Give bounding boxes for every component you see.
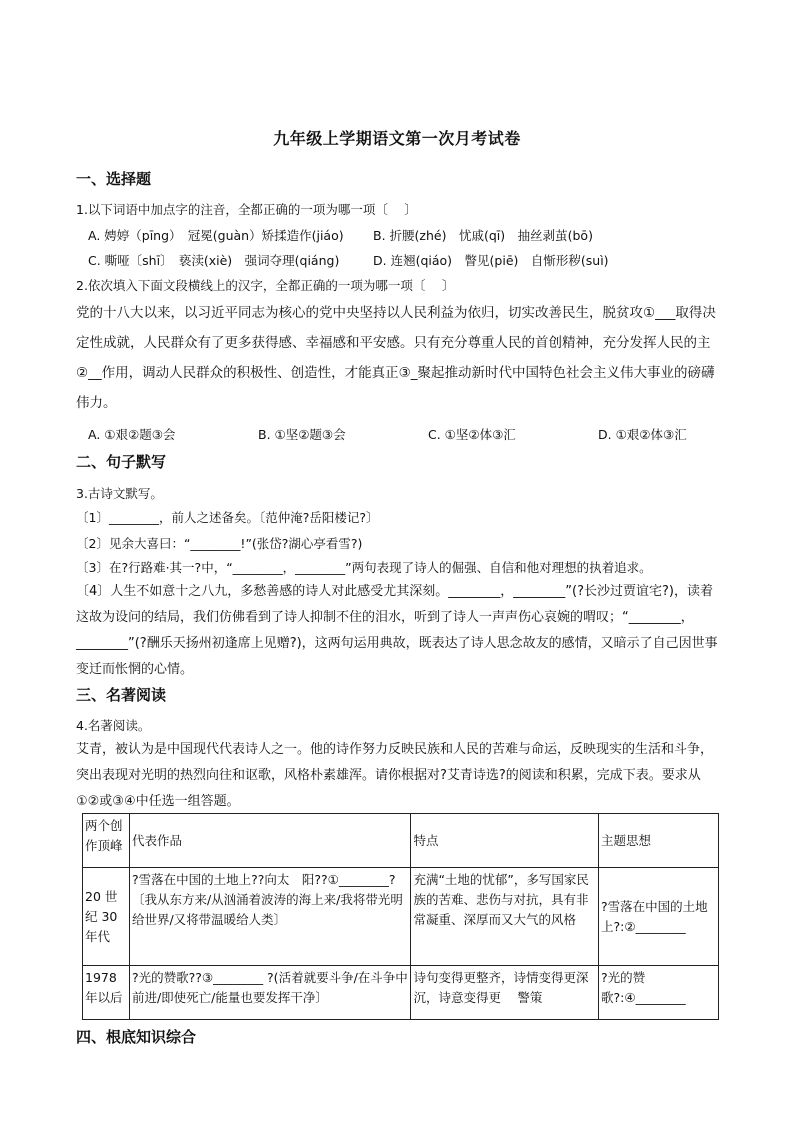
section-dictation-heading: 二、句子默写 [76, 453, 167, 471]
table-cell: ?雪落在中国的土地上??向太 阳??①________?〔我从东方来/从汹涌着波涛的海上来/我将带光明给世界/又将带温暖给人类〕 [129, 868, 410, 966]
section-choice-heading: 一、选择题 [76, 170, 152, 188]
q3-line-1: 〔1〕________，前人之述备矣。〔范仲淹?岳阳楼记?〕 [76, 510, 379, 525]
table-header-cell: 代表作品 [129, 814, 410, 868]
poetry-table [82, 813, 719, 1020]
exam-title: 九年级上学期语文第一次月考试卷 [273, 129, 521, 148]
table-row [83, 966, 719, 1020]
q2-option-c: C. ①坚②体③汇 [428, 427, 516, 442]
q3-line-4: 〔4〕人生不如意十之八九，多愁善感的诗人对此感受尤其深刻。________，________”(?长沙过贾谊宅?)，读着这故为设问的结局，我们仿佛看到了诗人抑制不住的泪水，听到了诗人一声声伤心哀婉的喟叹；“________，________”(?酬乐天扬州初逢席上见赠?)，这两句运用典故，既表达了诗人思念故友的感情，又暗示了自己因世事变迁而怅惘的心情。 [76, 584, 718, 677]
table-cell: 1978 年以后 [83, 966, 130, 1020]
section-basics-heading: 四、根底知识综合 [76, 1028, 197, 1046]
q2-passage: 党的十八大以来，以习近平同志为核心的党中央坚持以人民利益为依归，切实改善民生，脱贫攻①___取得决定性成就，人民群众有了更多获得感、幸福感和平安感。只有充分尊重人民的首创精神，充分发挥人民的主②__作用，调动人民群众的积极性、创造性，才能真正③_聚起推动新时代中国特色社会主义伟大事业的磅礴伟力。 [76, 305, 716, 411]
q2-option-d: D. ①艰②体③汇 [598, 427, 687, 442]
table-header-row [83, 814, 719, 868]
q4-passage: 艾青，被认为是中国现代代表诗人之一。他的诗作努力反映民族和人民的苦难与命运，反映现实的生活和斗争，突出表现对光明的热烈向往和讴歌，风格朴素雄浑。请你根据对?艾青诗选?的阅读和积累，完成下表。要求从①②或③④中任选一组答题。 [76, 742, 714, 809]
q1-option-b: B. 折腰(zhé) 忧戚(qī) 抽丝剥茧(bō) [373, 228, 593, 243]
q1-stem: 1.以下词语中加点字的注音，全都正确的一项为哪一项〔 〕 [76, 202, 417, 217]
table-header-cell: 主题思想 [599, 814, 719, 868]
table-cell: 20 世纪 30 年代 [83, 868, 130, 966]
table-header-cell: 两个创作顶峰 [83, 814, 130, 868]
table-cell: ?光的赞歌?:④________ [599, 966, 719, 1020]
q1-option-c: C. 嘶哑〔shī〕 亵渎(xiè) 强词夺理(qiáng) [88, 253, 340, 268]
table-cell: 充满“土地的忧郁”，多写国家民族的苦难、悲伤与对抗，具有非常凝重、深厚而又大气的风格 [411, 868, 599, 966]
q2-option-a: A. ①艰②题③会 [88, 427, 176, 442]
q3-stem: 3.古诗文默写。 [76, 486, 163, 501]
table-cell: ?雪落在中国的土地上?:②________ [599, 868, 719, 966]
q1-option-d: D. 连翘(qiáo) 瞥见(piē) 自惭形秽(suì) [373, 253, 609, 268]
q1-option-a: A. 娉婷（pīng） 冠冕(guàn）矫揉造作(jiáo) [88, 228, 344, 243]
table-row [83, 868, 719, 966]
table-header-cell: 特点 [411, 814, 599, 868]
section-classics-heading: 三、名著阅读 [76, 686, 167, 704]
q2-stem: 2.依次填入下面文段横线上的汉字，全都正确的一项为哪一项〔 〕 [76, 278, 455, 293]
q4-stem: 4.名著阅读。 [76, 718, 151, 733]
table-cell: ?光的赞歌??③________ ?(活着就要斗争/在斗争中前进/即使死亡/能量也要发挥干净〕 [129, 966, 410, 1020]
q3-line-3: 〔3〕在?行路难·其一?中，“________，________”两句表现了诗人的倔强、自信和他对理想的执着追求。 [76, 560, 652, 575]
table-cell: 诗句变得更整齐，诗情变得更深沉，诗意变得更 警策 [411, 966, 599, 1020]
q3-line-2: 〔2〕见余大喜曰：“________!”(张岱?湖心亭看雪?) [76, 536, 363, 551]
q2-option-b: B. ①坚②题③会 [258, 427, 346, 442]
